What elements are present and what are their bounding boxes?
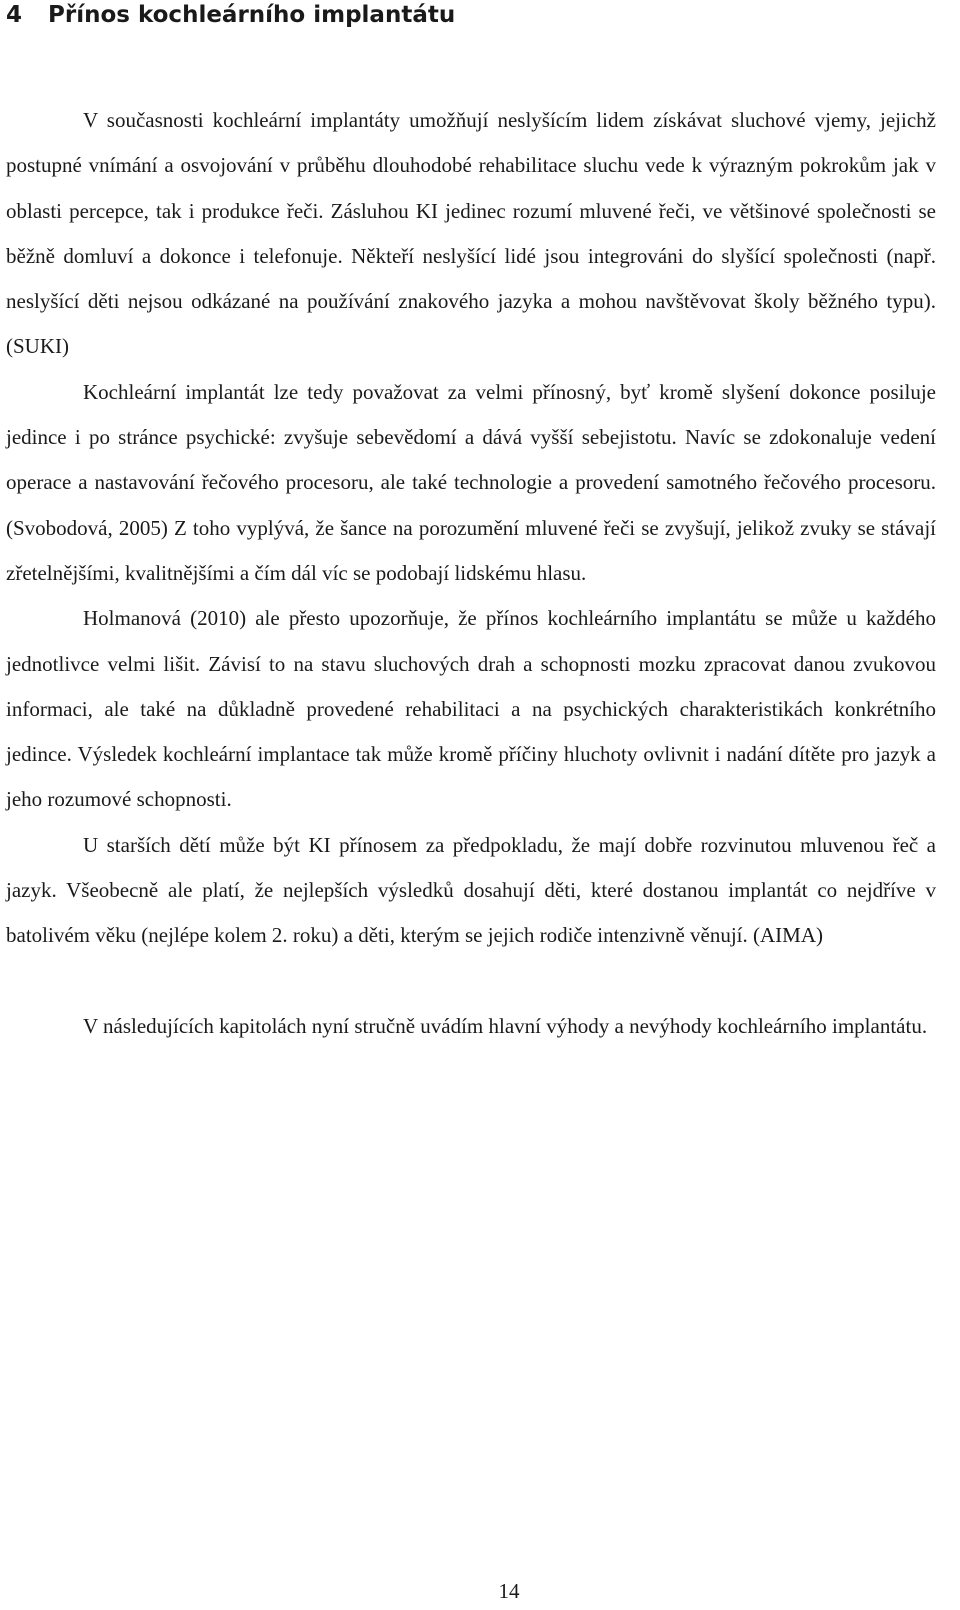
chapter-title: Přínos kochleárního implantátu: [48, 2, 456, 28]
paragraph-5: V následujících kapitolách nyní stručně uvádím hlavní výhody a nevýhody kochleárního implantátu.: [83, 1013, 928, 1038]
paragraph-3: Holmanová (2010) ale přesto upozorňuje, že přínos kochleárního implantátu se může u každého jednotlivce velmi lišit. Závisí to na stavu sluchových drah a schopnosti mozku zpracovat danou zvukovou informaci, ale také na důkladně provedené rehabilitaci a na psychických charakteristikách konkrétního jedince. Výsledek kochleární implantace tak může kromě příčiny hluchoty ovlivnit i nadání dítěte pro jazyk a jeho rozumové schopnosti.: [6, 606, 936, 812]
paragraph-4: U starších dětí může být KI přínosem za předpokladu, že mají dobře rozvinutou mluvenou řeč a jazyk. Všeobecně ale platí, že nejlepších výsledků dosahují děti, které dostanou implantát co nejdříve v batolivém věku (nejlépe kolem 2. roku) a děti, kterým se jejich rodiče intenzivně věnují. (AIMA): [6, 832, 936, 948]
page-number: 14: [498, 1579, 520, 1603]
paragraph-2: Kochleární implantát lze tedy považovat za velmi přínosný, byť kromě slyšení dokonce posiluje jedince i po stránce psychické: zvyšuje sebevědomí a dává vyšší sebejistotu. Navíc se zdokonaluje vedení operace a nastavování řečového procesoru, ale také technologie a provedení samotného řečového procesoru. (Svobodová, 2005) Z toho vyplývá, že šance na porozumění mluvené řeči se zvyšují, jelikož zvuky se stávají zřetelnějšími, kvalitnějšími a čím dál víc se podobají lidskému hlasu.: [6, 379, 936, 585]
body-text: [6, 98, 936, 1049]
paragraph-1: V současnosti kochleární implantáty umožňují neslyšícím lidem získávat sluchové vjemy, jejichž postupné vnímání a osvojování v průběhu dlouhodobé rehabilitace sluchu vede k výrazným pokrokům jak v oblasti percepce, tak i produkce řeči. Zásluhou KI jedinec rozumí mluvené řeči, ve většinové společnosti se běžně domluví a dokonce i telefonuje. Někteří neslyšící lidé jsou integrováni do slyšící společnosti (např. neslyšící děti nejsou odkázané na používání znakového jazyka a mohou navštěvovat školy běžného typu). (SUKI): [6, 108, 936, 359]
chapter-heading: [6, 0, 936, 34]
chapter-number: 4: [6, 2, 23, 28]
